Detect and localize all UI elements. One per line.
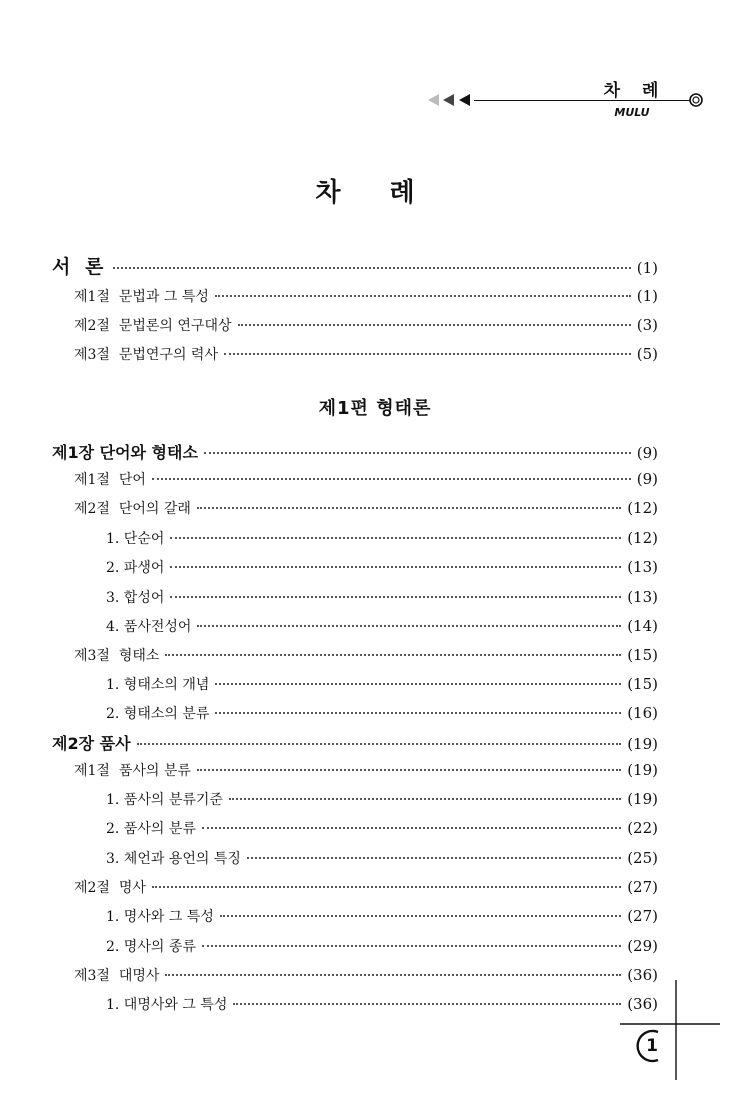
toc-label: 2. 파생어 xyxy=(106,560,165,576)
toc-entry-item[interactable] xyxy=(0,703,658,731)
toc-entry-section[interactable] xyxy=(0,965,658,993)
toc-page: (13) xyxy=(627,558,658,576)
toc-page: (36) xyxy=(627,995,658,1013)
toc-entry-section[interactable] xyxy=(0,498,658,526)
toc-entry-item[interactable] xyxy=(0,848,658,876)
toc-entry-section[interactable] xyxy=(0,344,658,372)
dot-leader xyxy=(170,566,621,568)
toc-page: (9) xyxy=(636,470,658,488)
header-rule xyxy=(474,100,690,101)
page-title: 차 례 xyxy=(315,178,435,208)
dot-leader xyxy=(220,915,621,917)
dot-leader xyxy=(137,743,622,745)
toc-page: (19) xyxy=(627,790,658,808)
target-circle-icon xyxy=(688,92,704,108)
dot-leader xyxy=(165,654,621,656)
toc-label: 1. 형태소의 개념 xyxy=(106,677,210,693)
toc-page: (12) xyxy=(627,499,658,517)
toc-label: 제3절 대명사 xyxy=(74,968,160,984)
toc-page: (13) xyxy=(627,588,658,606)
dot-leader xyxy=(197,769,621,771)
dot-leader xyxy=(215,712,621,714)
toc-page: (1) xyxy=(636,287,658,305)
toc-entry-section[interactable] xyxy=(0,315,658,343)
toc-label: 제1절 단어 xyxy=(74,472,146,488)
triple-arrow-icon xyxy=(426,92,476,108)
toc-entry-chapter[interactable] xyxy=(0,440,658,468)
toc-label: 제1절 문법과 그 특성 xyxy=(74,289,209,305)
toc-label: 2. 품사의 분류 xyxy=(106,821,196,837)
dot-leader xyxy=(202,827,621,829)
toc-entry-section[interactable] xyxy=(0,286,658,314)
toc-entry-item[interactable] xyxy=(0,789,658,817)
toc-entry-item[interactable] xyxy=(0,936,658,964)
toc-page: (16) xyxy=(627,704,658,722)
toc-page: (3) xyxy=(636,316,658,334)
toc-label: 제3절 형태소 xyxy=(74,648,160,664)
dot-leader xyxy=(247,857,621,859)
toc-entry-item[interactable] xyxy=(0,674,658,702)
toc-page: (29) xyxy=(627,937,658,955)
toc-label: 제1절 품사의 분류 xyxy=(74,763,191,779)
dot-leader xyxy=(165,974,621,976)
dot-leader xyxy=(152,478,631,480)
toc-label: 제2절 단어의 갈래 xyxy=(74,501,191,517)
dot-leader xyxy=(233,1003,621,1005)
dot-leader xyxy=(152,886,621,888)
toc-entry-item[interactable] xyxy=(0,906,658,934)
dot-leader xyxy=(170,596,621,598)
toc-entry-section[interactable] xyxy=(0,877,658,905)
toc-page: (22) xyxy=(627,819,658,837)
toc-page: (12) xyxy=(627,529,658,547)
toc-page: (19) xyxy=(627,761,658,779)
toc-label: 제3절 문법연구의 력사 xyxy=(74,347,218,363)
toc-label: 3. 체언과 용언의 특징 xyxy=(106,851,241,867)
toc-entry-item[interactable] xyxy=(0,528,658,556)
toc-entry-item[interactable] xyxy=(0,587,658,615)
dot-leader xyxy=(229,798,621,800)
dot-leader xyxy=(224,353,631,355)
toc-entry-intro[interactable] xyxy=(0,252,658,280)
toc-page: (27) xyxy=(627,907,658,925)
toc-page: (27) xyxy=(627,878,658,896)
dot-leader xyxy=(113,267,630,269)
toc-label: 4. 품사전성어 xyxy=(106,619,192,635)
toc-entry-section[interactable] xyxy=(0,760,658,788)
running-header-subtitle: MULU xyxy=(614,106,650,119)
toc-label: 1. 단순어 xyxy=(106,531,165,547)
toc-entry-item[interactable] xyxy=(0,616,658,644)
toc-page: (15) xyxy=(627,675,658,693)
toc-page: (1) xyxy=(636,259,658,277)
toc-page: (25) xyxy=(627,849,658,867)
toc-page: (19) xyxy=(627,735,658,753)
dot-leader xyxy=(202,945,621,947)
dot-leader xyxy=(215,683,621,685)
toc-entry-chapter[interactable] xyxy=(0,731,658,759)
dot-leader xyxy=(197,625,621,627)
running-header-title: 차 례 xyxy=(603,81,667,101)
toc-label: 1. 명사와 그 특성 xyxy=(106,909,214,925)
toc-label: 제1장 단어와 형태소 xyxy=(52,443,198,462)
toc-page: (15) xyxy=(627,646,658,664)
toc-entry-section[interactable] xyxy=(0,469,658,497)
dot-leader xyxy=(238,324,631,326)
dot-leader xyxy=(170,537,621,539)
toc-label: 서 론 xyxy=(52,256,108,278)
toc-page: (36) xyxy=(627,966,658,984)
page-number: 1 xyxy=(646,1036,658,1056)
toc-entry-section[interactable] xyxy=(0,645,658,673)
dot-leader xyxy=(197,507,621,509)
toc-entry-item[interactable] xyxy=(0,994,658,1022)
toc-label: 제2절 문법론의 연구대상 xyxy=(74,318,232,334)
toc-label: 3. 합성어 xyxy=(106,590,165,606)
dot-leader xyxy=(215,295,631,297)
toc-label: 1. 대명사와 그 특성 xyxy=(106,997,228,1013)
part-heading: 제1편 형태론 xyxy=(318,398,432,419)
toc-label: 제2절 명사 xyxy=(74,880,146,896)
toc-label: 2. 명사의 종류 xyxy=(106,939,196,955)
toc-label: 제2장 품사 xyxy=(52,734,131,753)
toc-page: (9) xyxy=(636,444,658,462)
toc-entry-item[interactable] xyxy=(0,557,658,585)
toc-entry-item[interactable] xyxy=(0,818,658,846)
toc-label: 1. 품사의 분류기준 xyxy=(106,792,223,808)
toc-page: (5) xyxy=(636,345,658,363)
toc-page: (14) xyxy=(627,617,658,635)
dot-leader xyxy=(204,452,631,454)
toc-label: 2. 형태소의 분류 xyxy=(106,706,210,722)
